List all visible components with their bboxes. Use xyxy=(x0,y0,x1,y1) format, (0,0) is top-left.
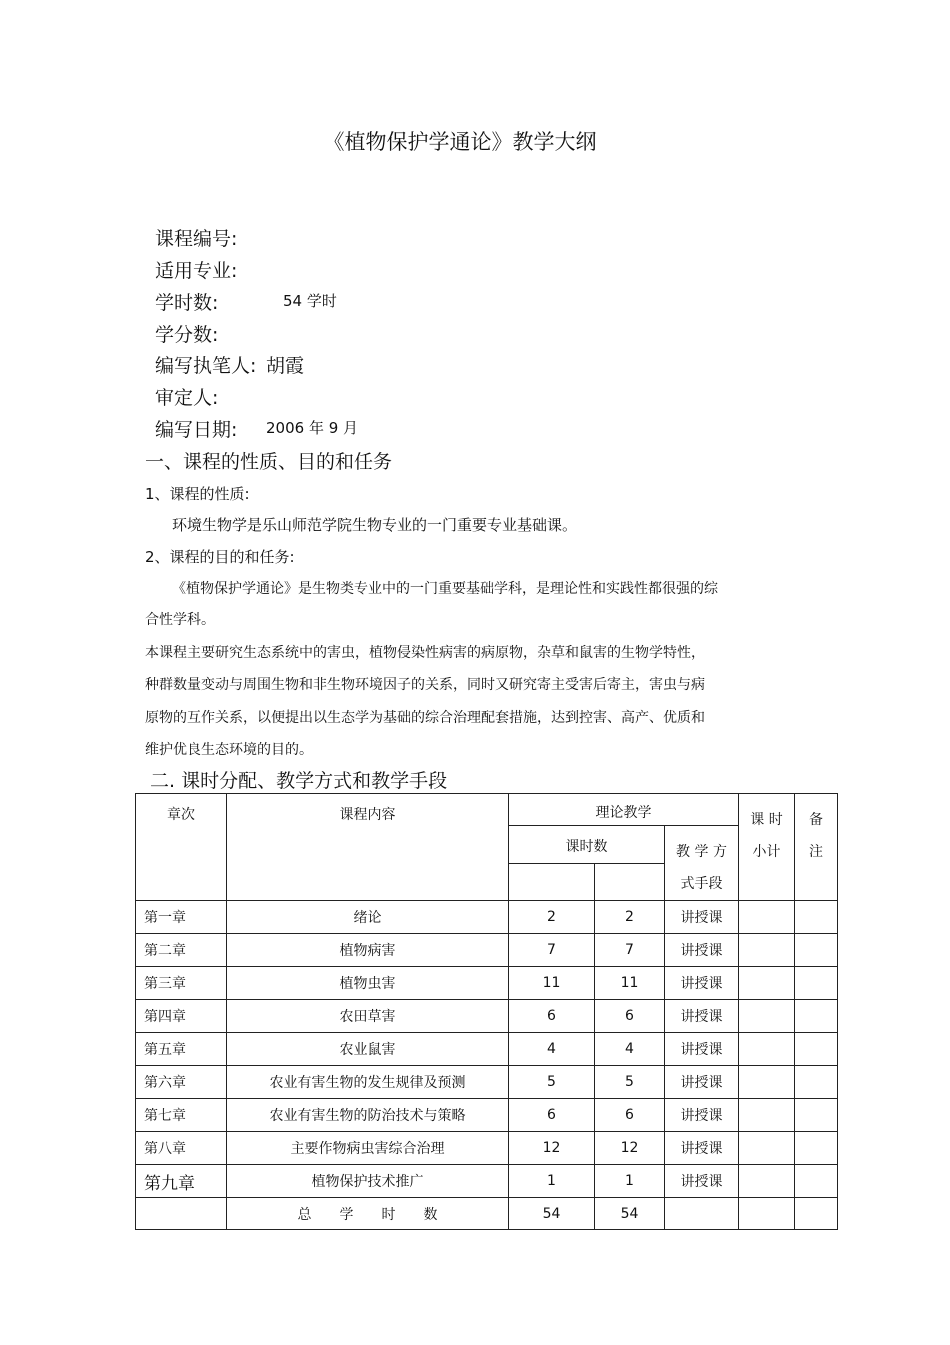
cell-remark xyxy=(795,934,838,967)
paragraph-line: 原物的互作关系，以便提出以生态学为基础的综合治理配套措施，达到控害、高产、优质和 xyxy=(145,710,705,726)
cell-chapter: 第二章 xyxy=(136,934,227,967)
cell-hours: 11 xyxy=(595,967,665,1000)
cell-remark xyxy=(795,1000,838,1033)
paragraph-line: 维护优良生态环境的目的。 xyxy=(145,742,313,758)
header-content: 课程内容 xyxy=(227,794,509,901)
empty-cell xyxy=(795,1198,838,1230)
cell-remark xyxy=(795,1132,838,1165)
header-theory: 理论教学 xyxy=(509,794,739,826)
cell-hours: 7 xyxy=(509,934,595,967)
table-row xyxy=(136,934,838,967)
cell-hours: 6 xyxy=(509,1000,595,1033)
empty-cell xyxy=(665,1198,739,1230)
cell-method: 讲授课 xyxy=(665,901,739,934)
meta-label: 编写执笔人: xyxy=(155,355,257,377)
table-row xyxy=(136,1165,838,1198)
cell-content: 植物病害 xyxy=(227,934,509,967)
cell-method: 讲授课 xyxy=(665,1099,739,1132)
cell-remark xyxy=(795,1033,838,1066)
cell-subtotal xyxy=(739,901,795,934)
cell-hours: 2 xyxy=(595,901,665,934)
table-row xyxy=(136,901,838,934)
cell-method: 讲授课 xyxy=(665,1066,739,1099)
cell-subtotal xyxy=(739,1033,795,1066)
cell-hours: 11 xyxy=(509,967,595,1000)
cell-content: 农业有害生物的发生规律及预测 xyxy=(227,1066,509,1099)
paragraph-line: 合性学科。 xyxy=(145,612,215,628)
cell-remark xyxy=(795,1066,838,1099)
meta-value: 胡霞 xyxy=(266,355,305,377)
header-method xyxy=(665,826,739,901)
cell-method: 讲授课 xyxy=(665,1132,739,1165)
cell-method: 讲授课 xyxy=(665,967,739,1000)
cell-content: 农业有害生物的防治技术与策略 xyxy=(227,1099,509,1132)
cell-hours: 5 xyxy=(509,1066,595,1099)
table-row xyxy=(136,1000,838,1033)
cell-subtotal xyxy=(739,1132,795,1165)
section1-sub2: 2、课程的目的和任务: xyxy=(145,548,295,566)
cell-method: 讲授课 xyxy=(665,1033,739,1066)
cell-hours: 6 xyxy=(595,1000,665,1033)
cell-chapter: 第四章 xyxy=(136,1000,227,1033)
meta-label: 审定人: xyxy=(155,387,219,409)
header-subtotal-line2: 小计 xyxy=(752,844,781,860)
cell-hours: 1 xyxy=(595,1165,665,1198)
total-label: 总 学 时 数 xyxy=(227,1198,509,1230)
header-method-line1: 教 学 方 xyxy=(676,844,727,860)
cell-content: 绪论 xyxy=(227,901,509,934)
empty-cell xyxy=(509,863,595,901)
header-remark-line1: 备 xyxy=(809,812,823,828)
cell-chapter: 第七章 xyxy=(136,1099,227,1132)
header-chapter: 章次 xyxy=(136,794,227,901)
cell-hours: 1 xyxy=(509,1165,595,1198)
empty-cell xyxy=(136,1198,227,1230)
cell-content: 植物虫害 xyxy=(227,967,509,1000)
cell-hours: 5 xyxy=(595,1066,665,1099)
cell-hours: 12 xyxy=(509,1132,595,1165)
table-row xyxy=(136,1132,838,1165)
header-hours: 课时数 xyxy=(509,826,665,864)
cell-hours: 7 xyxy=(595,934,665,967)
section2-heading: 二. 课时分配、教学方式和教学手段 xyxy=(150,770,448,792)
cell-chapter: 第一章 xyxy=(136,901,227,934)
cell-hours: 2 xyxy=(509,901,595,934)
cell-content: 农业鼠害 xyxy=(227,1033,509,1066)
cell-subtotal xyxy=(739,967,795,1000)
meta-label: 编写日期: xyxy=(155,419,238,441)
cell-method: 讲授课 xyxy=(665,934,739,967)
section1-heading: 一、课程的性质、目的和任务 xyxy=(145,451,393,473)
header-remark-line2: 注 xyxy=(809,844,823,860)
cell-content: 主要作物病虫害综合治理 xyxy=(227,1132,509,1165)
meta-author xyxy=(155,351,305,378)
meta-label: 学时数: xyxy=(155,292,219,314)
section1-sub1-text: 环境生物学是乐山师范学院生物专业的一门重要专业基础课。 xyxy=(172,516,578,534)
cell-hours: 4 xyxy=(509,1033,595,1066)
meta-credits xyxy=(155,320,218,347)
header-method-line2: 式手段 xyxy=(680,876,723,892)
table-row xyxy=(136,967,838,1000)
header-subtotal xyxy=(739,794,795,901)
meta-major xyxy=(155,256,237,283)
meta-label: 适用专业: xyxy=(155,260,238,282)
header-subtotal-line1: 课 时 xyxy=(750,812,783,828)
meta-course-number xyxy=(155,224,237,251)
document-title: 《植物保护学通论》教学大纲 xyxy=(323,130,597,154)
paragraph-line: 《植物保护学通论》是生物类专业中的一门重要基础学科，是理论性和实践性都很强的综 xyxy=(172,581,718,597)
meta-reviewer xyxy=(155,383,218,410)
cell-hours: 4 xyxy=(595,1033,665,1066)
cell-chapter: 第九章 xyxy=(136,1165,227,1198)
cell-content: 植物保护技术推广 xyxy=(227,1165,509,1198)
table-row xyxy=(136,1066,838,1099)
cell-chapter: 第三章 xyxy=(136,967,227,1000)
cell-subtotal xyxy=(739,1099,795,1132)
total-hours: 54 xyxy=(509,1198,595,1230)
cell-subtotal xyxy=(739,1066,795,1099)
meta-value: 2006 年 9 月 xyxy=(266,419,359,437)
cell-remark xyxy=(795,967,838,1000)
meta-label: 课程编号: xyxy=(155,228,238,250)
section1-sub1: 1、课程的性质: xyxy=(145,485,250,503)
cell-hours: 6 xyxy=(595,1099,665,1132)
cell-content: 农田草害 xyxy=(227,1000,509,1033)
meta-date xyxy=(155,415,359,442)
paragraph-line: 种群数量变动与周围生物和非生物环境因子的关系，同时又研究寄主受害后寄主，害虫与病 xyxy=(145,677,705,693)
cell-remark xyxy=(795,1099,838,1132)
empty-cell xyxy=(595,863,665,901)
meta-label: 学分数: xyxy=(155,324,219,346)
table-row xyxy=(136,1033,838,1066)
cell-method: 讲授课 xyxy=(665,1000,739,1033)
header-remark xyxy=(795,794,838,901)
cell-subtotal xyxy=(739,934,795,967)
cell-method: 讲授课 xyxy=(665,1165,739,1198)
cell-remark xyxy=(795,1165,838,1198)
cell-subtotal xyxy=(739,1000,795,1033)
meta-value: 54 学时 xyxy=(283,292,337,310)
table-header-row xyxy=(136,794,838,826)
cell-remark xyxy=(795,901,838,934)
table-total-row xyxy=(136,1198,838,1230)
cell-chapter: 第六章 xyxy=(136,1066,227,1099)
schedule-table xyxy=(135,793,838,1230)
cell-hours: 6 xyxy=(509,1099,595,1132)
total-hours: 54 xyxy=(595,1198,665,1230)
empty-cell xyxy=(739,1198,795,1230)
cell-hours: 12 xyxy=(595,1132,665,1165)
cell-chapter: 第八章 xyxy=(136,1132,227,1165)
cell-subtotal xyxy=(739,1165,795,1198)
table-row xyxy=(136,1099,838,1132)
paragraph-line: 本课程主要研究生态系统中的害虫，植物侵染性病害的病原物，杂草和鼠害的生物学特性， xyxy=(145,645,705,661)
cell-chapter: 第五章 xyxy=(136,1033,227,1066)
meta-hours xyxy=(155,288,337,315)
